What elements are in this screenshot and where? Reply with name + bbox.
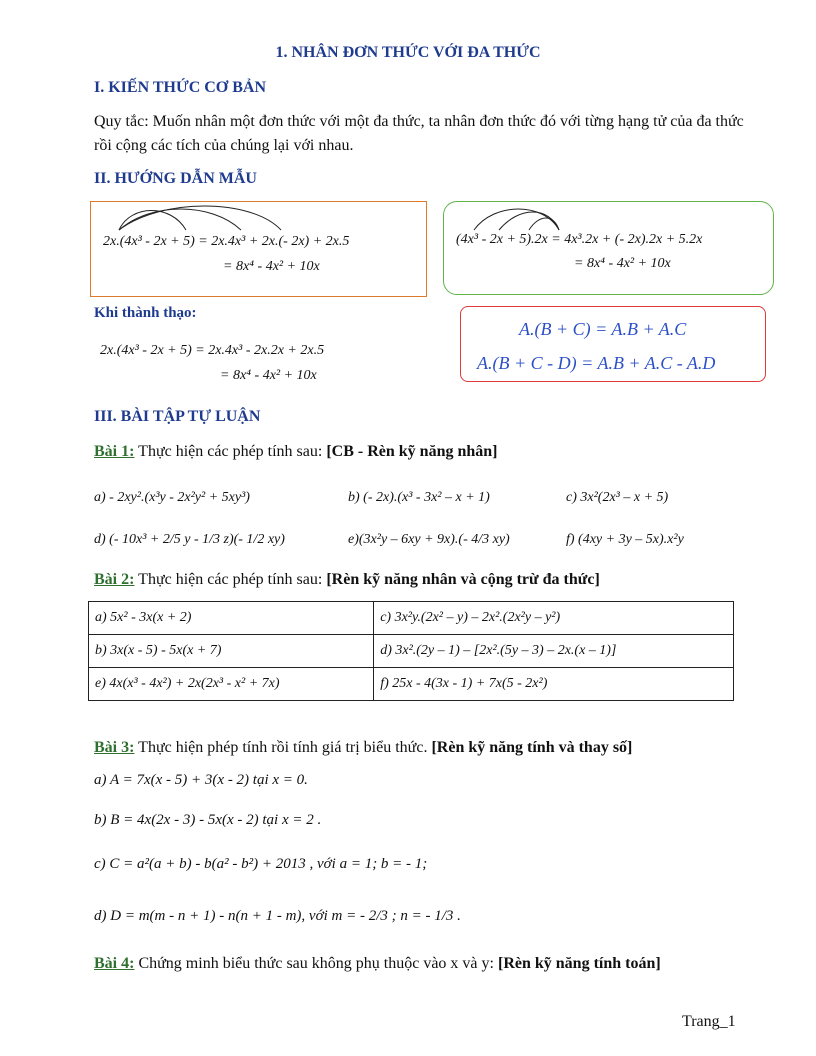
table-cell: b) 3x(x - 5) - 5x(x + 7) [89,635,374,668]
example-left-line2: = 8x⁴ - 4x² + 10x [223,259,320,274]
bai4-label: Bài 4: [94,955,135,972]
bai3-a: a) A = 7x(x - 5) + 3(x - 2) tại x = 0. [94,772,308,788]
bai1-f: f) (4xy + 3y – 5x).x²y [566,532,684,547]
example-left-line1: 2x.(4x³ - 2x + 5) = 2x.4x³ + 2x.(- 2x) + 2x.5 [103,234,350,249]
bai1-c: c) 3x²(2x³ – x + 5) [566,490,669,505]
rule-text: Quy tắc: Muốn nhân một đơn thức với một đa thức, ta nhân đơn thức đó với từng hạng tử của đa thức rồi cộng các tích của chúng lại với nhau. [94,113,744,154]
bai1-d: d) (- 10x³ + 2/5 y - 1/3 z)(- 1/2 xy) [94,532,285,547]
bai2-label: Bài 2: [94,571,135,588]
formula-2: A.(B + C - D) = A.B + A.C - A.D [477,353,716,373]
table-row [89,635,734,668]
skilled-label: Khi thành thạo: [94,305,197,321]
skilled-line2: = 8x⁴ - 4x² + 10x [220,368,317,383]
bai4-header [94,952,661,976]
bai3-header [94,736,632,760]
table-row [89,668,734,701]
section2-heading: II. HƯỚNG DẪN MẪU [94,170,257,187]
bai2-text: Thực hiện các phép tính sau: [134,571,327,588]
bai1-text: Thực hiện các phép tính sau: [134,443,327,460]
skilled-line1: 2x.(4x³ - 2x + 5) = 2x.4x³ - 2x.2x + 2x.5 [100,343,325,358]
bai1-a: a) - 2xy².(x³y - 2x²y² + 5xy³) [94,490,250,505]
table-row [89,602,734,635]
bai2-header [94,568,600,592]
bai2-table [88,601,734,701]
multiply-arcs-right [444,202,775,296]
section1-heading: I. KIẾN THỨC CƠ BẢN [94,79,267,96]
bai2-tag: [Rèn kỹ năng nhân và cộng trừ đa thức] [326,571,600,588]
bai1-b: b) (- 2x).(x³ - 3x² – x + 1) [348,490,490,505]
bai3-b: b) B = 4x(2x - 3) - 5x(x - 2) tại x = 2 . [94,812,322,828]
formula-1: A.(B + C) = A.B + A.C [519,319,687,339]
section3-heading: III. BÀI TẬP TỰ LUẬN [94,408,261,425]
bai3-d: d) D = m(m - n + 1) - n(n + 1 - m), với m = - 2/3 ; n = - 1/3 . [94,908,461,924]
table-cell: d) 3x².(2y – 1) – [2x².(5y – 3) – 2x.(x – 1)] [374,635,734,668]
formula-box [460,306,766,382]
bai3-c: c) C = a²(a + b) - b(a² - b²) + 2013 , với a = 1; b = - 1; [94,856,428,872]
example-right-line1: (4x³ - 2x + 5).2x = 4x³.2x + (- 2x).2x + 5.2x [456,232,703,247]
bai1-header [94,440,497,464]
table-cell: c) 3x²y.(2x² – y) – 2x².(2x²y – y²) [374,602,734,635]
example-right-line2: = 8x⁴ - 4x² + 10x [574,256,671,271]
table-cell: e) 4x(x³ - 4x²) + 2x(2x³ - x² + 7x) [89,668,374,701]
bai3-text: Thực hiện phép tính rồi tính giá trị biểu thức. [134,739,432,756]
bai4-tag: [Rèn kỹ năng tính toán] [497,955,661,972]
bai3-label: Bài 3: [94,739,135,756]
example-right-box [443,201,774,295]
page-title: 1. NHÂN ĐƠN THỨC VỚI ĐA THỨC [275,44,541,61]
example-left-box [90,201,427,297]
bai4-text: Chứng minh biểu thức sau không phụ thuộc vào x và y: [134,955,498,972]
table-cell: a) 5x² - 3x(x + 2) [89,602,374,635]
multiply-arcs [91,202,428,298]
page-number: Trang_1 [682,1013,736,1030]
bai1-label: Bài 1: [94,443,135,460]
bai3-tag: [Rèn kỹ năng tính và thay số] [431,739,633,756]
table-cell: f) 25x - 4(3x - 1) + 7x(5 - 2x²) [374,668,734,701]
bai1-e: e)(3x²y – 6xy + 9x).(- 4/3 xy) [348,532,510,547]
bai1-tag: [CB - Rèn kỹ năng nhân] [326,443,498,460]
